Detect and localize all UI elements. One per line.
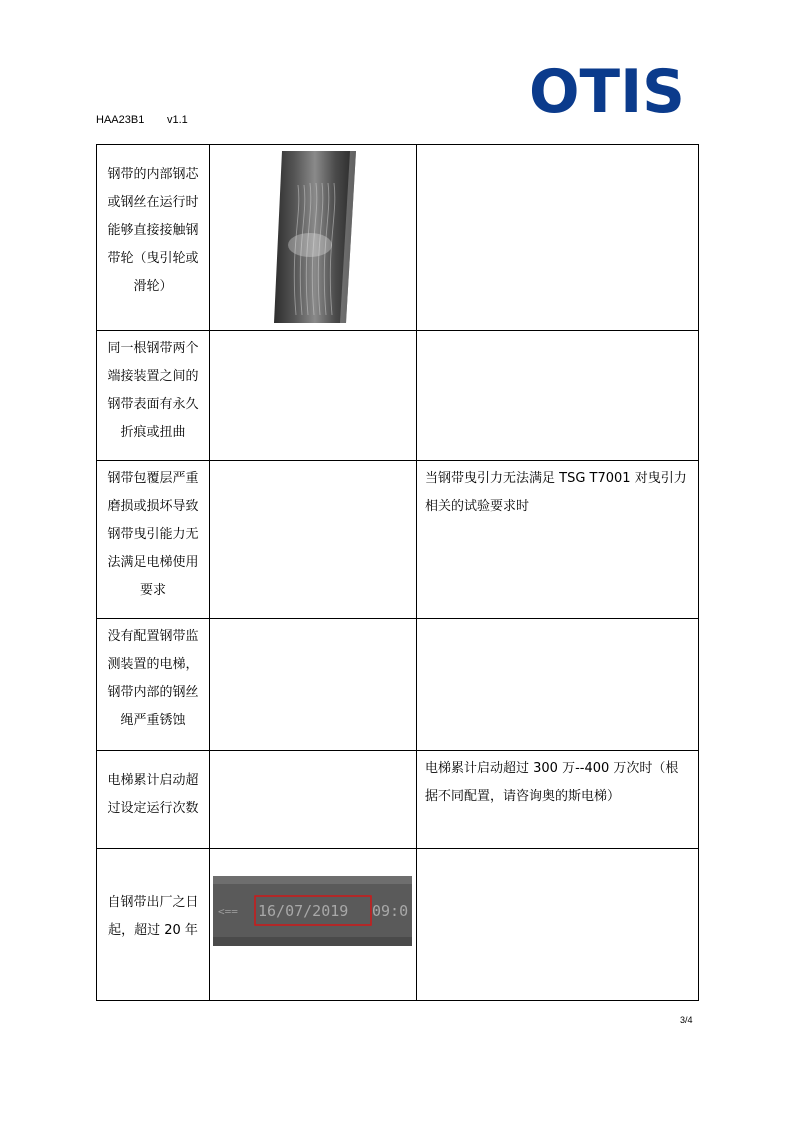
note-cell — [417, 145, 698, 159]
table-row — [97, 461, 699, 619]
photo-cell — [210, 751, 417, 849]
document-version: v1.1 — [167, 114, 188, 126]
criterion-cell: 自钢带出厂之日起，超过 20 年 — [107, 895, 199, 938]
svg-text:OTIS: OTIS — [529, 62, 685, 118]
note-cell: 当钢带曳引力无法满足 TSG T7001 对曳引力相关的试验要求时 — [425, 471, 687, 514]
stamp-date: 16/07/2019 — [258, 902, 349, 920]
note-cell — [417, 619, 698, 633]
criterion-cell: 没有配置钢带监测装置的电梯，钢带内部的钢丝绳严重锈蚀 — [107, 629, 199, 728]
photo-cell — [210, 849, 417, 1001]
criterion-cell: 电梯累计启动超过设定运行次数 — [107, 773, 199, 816]
criterion-cell: 同一根钢带两个端接装置之间的钢带表面有永久折痕或扭曲 — [107, 341, 199, 440]
steel-belt-photo — [210, 145, 416, 329]
table-row — [97, 849, 699, 1001]
table-row — [97, 751, 699, 849]
photo-cell — [210, 145, 417, 331]
note-cell — [417, 331, 698, 345]
criterion-cell: 钢带包覆层严重磨损或损坏导致钢带曳引能力无法满足电梯使用要求 — [107, 471, 199, 598]
note-cell — [417, 849, 698, 863]
otis-logo — [528, 62, 686, 118]
page-number: 3/4 — [680, 1015, 693, 1025]
note-cell: 电梯累计启动超过 300 万--400 万次时（根据不同配置，请咨询奥的斯电梯） — [425, 761, 679, 804]
stamp-suffix: 09:0 — [372, 902, 409, 920]
photo-cell — [210, 461, 417, 619]
table-row — [97, 331, 699, 461]
criterion-cell: 钢带的内部钢芯或钢丝在运行时能够直接接触钢带轮（曳引轮或滑轮） — [107, 167, 199, 294]
stamp-prefix: <== — [218, 905, 238, 918]
table-row — [97, 619, 699, 751]
photo-cell — [210, 619, 417, 751]
inspection-table — [96, 144, 699, 1001]
table-row — [97, 145, 699, 331]
document-code: HAA23B1 — [96, 114, 145, 126]
photo-cell — [210, 331, 417, 461]
manufacture-date-photo — [210, 849, 416, 999]
